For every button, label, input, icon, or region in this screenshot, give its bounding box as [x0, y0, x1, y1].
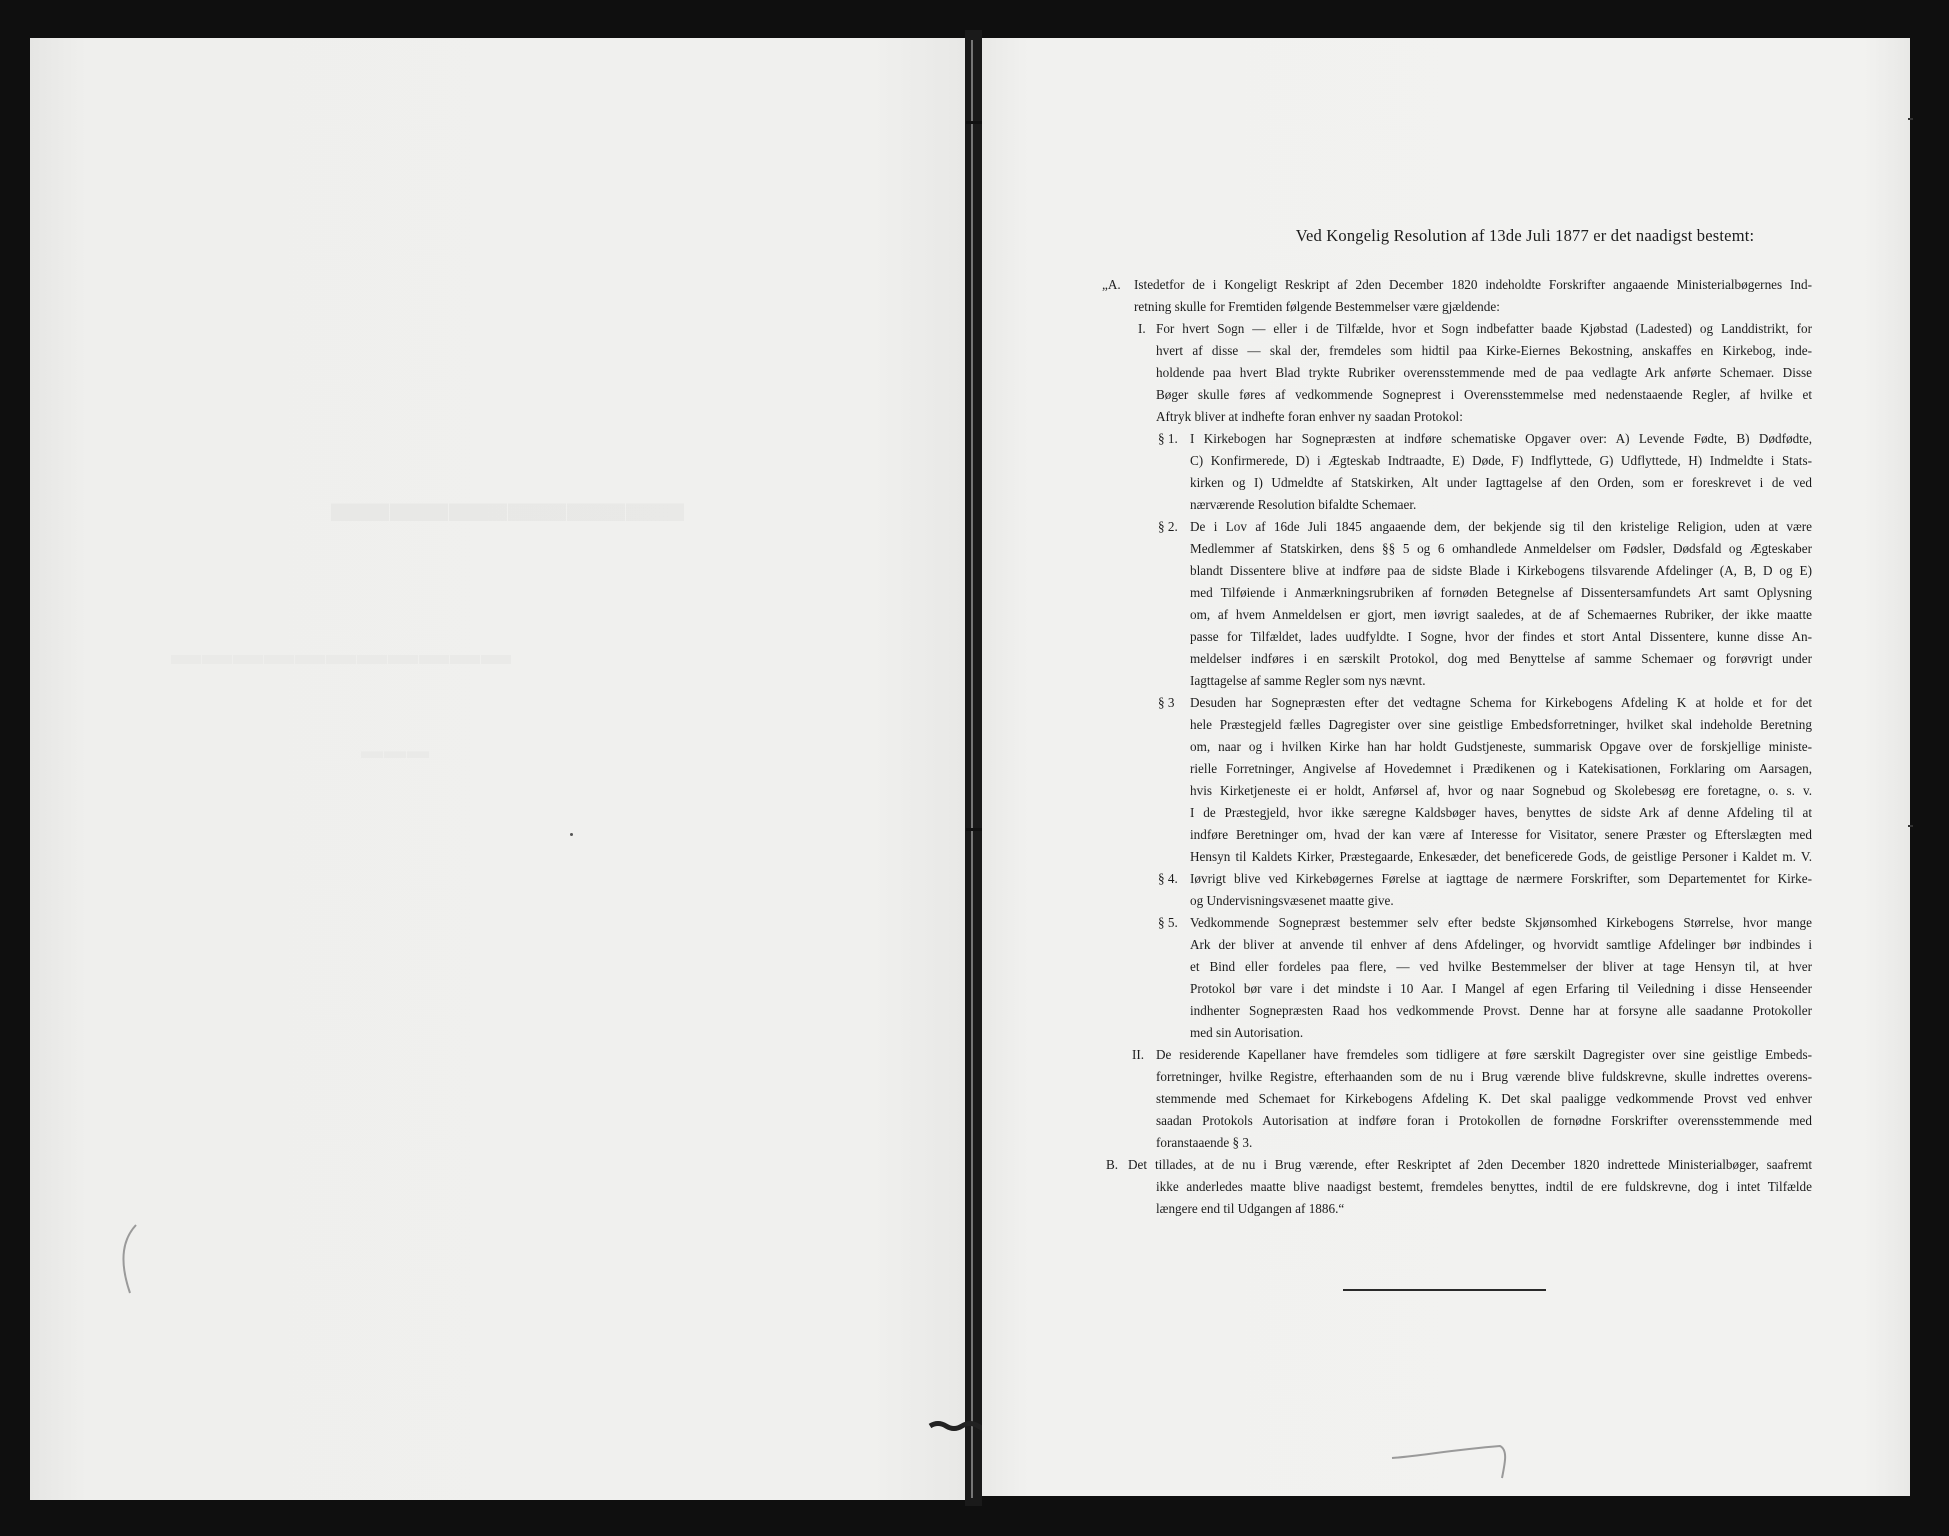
- text-line: om, af hvem Anmeldelsen er gjort, men iøvrigt saaledes, at de af Schemaernes Rubriker, der ikke maatte: [1190, 607, 1812, 622]
- text-line: indhenter Sognepræsten Raad hos vedkommende Provst. Denne har at forsyne alle saadanne Protokoller: [1190, 1003, 1812, 1018]
- book-gutter: [965, 30, 982, 1506]
- text-line: ikke anderledes maatte blive naadigst bestemt, fremdeles benyttes, indtil de ere fuldskrevne, dog i intet Tilfælde: [1156, 1179, 1812, 1194]
- text-line: forretninger, hvilke Registre, efterhaanden som de nu i Brug værende blive fuldskrevne, skulle indrettes overens-: [1156, 1069, 1812, 1084]
- text-line: Istedetfor de i Kongeligt Reskript af 2den December 1820 indeholdte Forskrifter angaaende Ministerialbøgernes Ind-: [1134, 277, 1812, 292]
- text-line: indføre Beretninger om, hvad der kan være af Interesse for Visitator, senere Præster og Efterslægten med: [1190, 827, 1812, 842]
- text-line: og Undervisningsvæsenet maatte give.: [1190, 893, 1394, 908]
- text-line: Desuden har Sognepræsten efter det vedtagne Schema for Kirkebogens Afdeling K at holde et for det: [1190, 695, 1812, 710]
- text-line: nærværende Resolution bifaldte Schemaer.: [1190, 497, 1417, 512]
- text-line: De residerende Kapellaner have fremdeles som tidligere at føre særskilt Dagregister over sine geistlige Embeds-: [1156, 1047, 1812, 1062]
- bleed-through-shadow: ▬▬▬: [360, 738, 429, 763]
- text-line: Protokol bør vare i det mindste i 10 Aar. I Mangel af egen Erfaring til Veiledning i disse Henseender: [1190, 981, 1812, 996]
- paragraph-marker-2: § 2.: [1158, 519, 1178, 534]
- text-line: hvert af disse — skal der, fremdeles som hidtil paa Kirke-Eiernes Bekostning, anskaffes en Kirkebog, inde-: [1156, 343, 1812, 358]
- text-line: For hvert Sogn — eller i de Tilfælde, hvor et Sogn indbefatter baade Kjøbstad (Ladested) og Landdistrikt, for: [1156, 321, 1812, 336]
- text-line: stemmende med Schemaet for Kirkebogens Afdeling K. Det skal paaligge vedkommende Provst ved enhver: [1156, 1091, 1812, 1106]
- text-line: rielle Forretninger, Angivelse af Hovedemnet i Prædikenen og i Katekisationen, Forklaring om Aarsagen,: [1190, 761, 1812, 776]
- text-line: I Kirkebogen har Sognepræsten at indføre schematiske Opgaver over: A) Levende Fødte, B) Dødfødte,: [1190, 431, 1812, 446]
- bleed-through-shadow: ▬▬▬▬▬▬▬▬▬▬▬: [170, 638, 511, 671]
- text-line: et Bind eller fordeles paa flere, — ved hvilke Bestemmelser der bliver at tage Hensyn til, at hver: [1190, 959, 1812, 974]
- closing-rule: [1343, 1289, 1546, 1291]
- text-line: Ark der bliver at anvende til enhver af dens Afdelinger, og hvorvidt samtlige Afdelinger bør indbindes i: [1190, 937, 1812, 952]
- text-line: C) Konfirmerede, D) i Ægteskab Indtraadte, E) Døde, F) Indflyttede, G) Udflyttede, H) Indmeldte i Stats-: [1190, 453, 1812, 468]
- text-line: passe for Tilfældet, lades uudfyldte. I Sogne, hvor der findes et stort Antal Dissentere, kunne disse An-: [1190, 629, 1812, 644]
- edge-tick: [1908, 118, 1913, 120]
- text-line: Hensyn til Kaldets Kirker, Præstegaarde, Enkesæder, det beneficerede Gods, de geistlige Personer i Kaldet m. V.: [1190, 849, 1812, 864]
- paragraph-marker-3: § 3: [1158, 695, 1175, 710]
- paragraph-marker-5: § 5.: [1158, 915, 1178, 930]
- text-line: Aftryk bliver at indhefte foran enhver ny saadan Protokol:: [1156, 409, 1463, 424]
- text-line: meldelser indføres i en særskilt Protokol, dog med Benyttelse af samme Schemaer og forøvrigt under: [1190, 651, 1812, 666]
- text-line: kirken og I) Udmeldte af Statskirken, Alt under Iagttagelse af den Orden, som er foreskrevet i de ved: [1190, 475, 1812, 490]
- section-marker-ii: II.: [1132, 1047, 1145, 1062]
- section-marker-b: B.: [1106, 1157, 1119, 1172]
- section-marker-i: I.: [1138, 321, 1146, 336]
- pencil-mark: [1390, 1428, 1520, 1483]
- text-line: Iagttagelse af samme Regler som nys nævnt.: [1190, 673, 1426, 688]
- paragraph-marker-1: § 1.: [1158, 431, 1178, 446]
- text-line: blandt Dissentere blive at indføre paa de sidste Blade i Kirkebogens tilsvarende Afdelinger (A, B, D og E): [1190, 563, 1812, 578]
- text-line: Vedkommende Sognepræst bestemmer selv efter bedste Skjønsomhed Kirkebogens Størrelse, hvor mange: [1190, 915, 1812, 930]
- text-line: med Tilføiende i Anmærkningsrubriken af fornøden Betegnelse af Dissentersamfundets Art samt Oplysning: [1190, 585, 1812, 600]
- text-line: Iøvrigt blive ved Kirkebøgernes Førelse at iagttage de nærmere Forskrifter, som Departementet for Kirke-: [1190, 871, 1812, 886]
- text-line: om, naar og i hvilken Kirke han har holdt Gudstjeneste, summarisk Opgave over de forskjellige ministe-: [1190, 739, 1812, 754]
- left-page-blank: [30, 38, 965, 1500]
- gutter-mark: [966, 828, 982, 831]
- resolution-heading: Ved Kongelig Resolution af 13de Juli 1877 er det naadigst bestemt:: [1295, 226, 1755, 245]
- text-line: Det tillades, at de nu i Brug værende, efter Reskriptet af 2den December 1820 indrettede Ministerialbøger, saafremt: [1128, 1157, 1812, 1172]
- text-line: Bøger skulle føres af vedkommende Sogneprest i Overensstemmelse med nedenstaaende Regler, af hvilke et: [1156, 387, 1812, 402]
- text-line: Medlemmer af Statskirken, dens §§ 5 og 6 omhandlede Anmeldelser om Fødsler, Dødsfald og Ægteskaber: [1190, 541, 1812, 556]
- text-line: I de Præstegjeld, hvor ikke særegne Kaldsbøger haves, benyttes de sidste Ark af denne Afdeling til at: [1190, 805, 1812, 820]
- gutter-fold-line: [971, 40, 973, 1498]
- text-line: holdende paa hvert Blad trykte Rubriker overensstemmende med de paa vedlagte Ark anførte Schemaer. Disse: [1156, 365, 1812, 380]
- gutter-mark: [966, 121, 982, 124]
- text-line: foranstaaende § 3.: [1156, 1135, 1253, 1150]
- text-line: saadan Protokols Autorisation at indføre foran i Protokollen de fornødne Forskrifter overensstemmende med: [1156, 1113, 1812, 1128]
- text-line: længere end til Udgangen af 1886.“: [1156, 1201, 1345, 1216]
- text-line: De i Lov af 16de Juli 1845 angaaende dem, der bekjende sig til den kristelige Religion, uden at være: [1190, 519, 1812, 534]
- paragraph-marker-4: § 4.: [1158, 871, 1178, 886]
- stray-dot: [570, 833, 573, 836]
- text-line: hvis Kirketjeneste ei er holdt, Anførsel af, hvor og naar Sognebud og Skolebesøg ere foretagne, o. s. v.: [1190, 783, 1812, 798]
- text-line: hele Præstegjeld fælles Dagregister over sine geistlige Embedsforretninger, hvilket skal indeholde Beretning: [1190, 717, 1812, 732]
- section-marker-a: „A.: [1102, 277, 1121, 292]
- edge-tick: [1908, 825, 1913, 827]
- bleed-through-shadow: ▬▬▬▬▬▬: [330, 469, 684, 534]
- text-line: med sin Autorisation.: [1190, 1025, 1304, 1040]
- pencil-mark: [116, 1223, 146, 1303]
- text-line: retning skulle for Fremtiden følgende Bestemmelser være gjældende:: [1134, 299, 1500, 314]
